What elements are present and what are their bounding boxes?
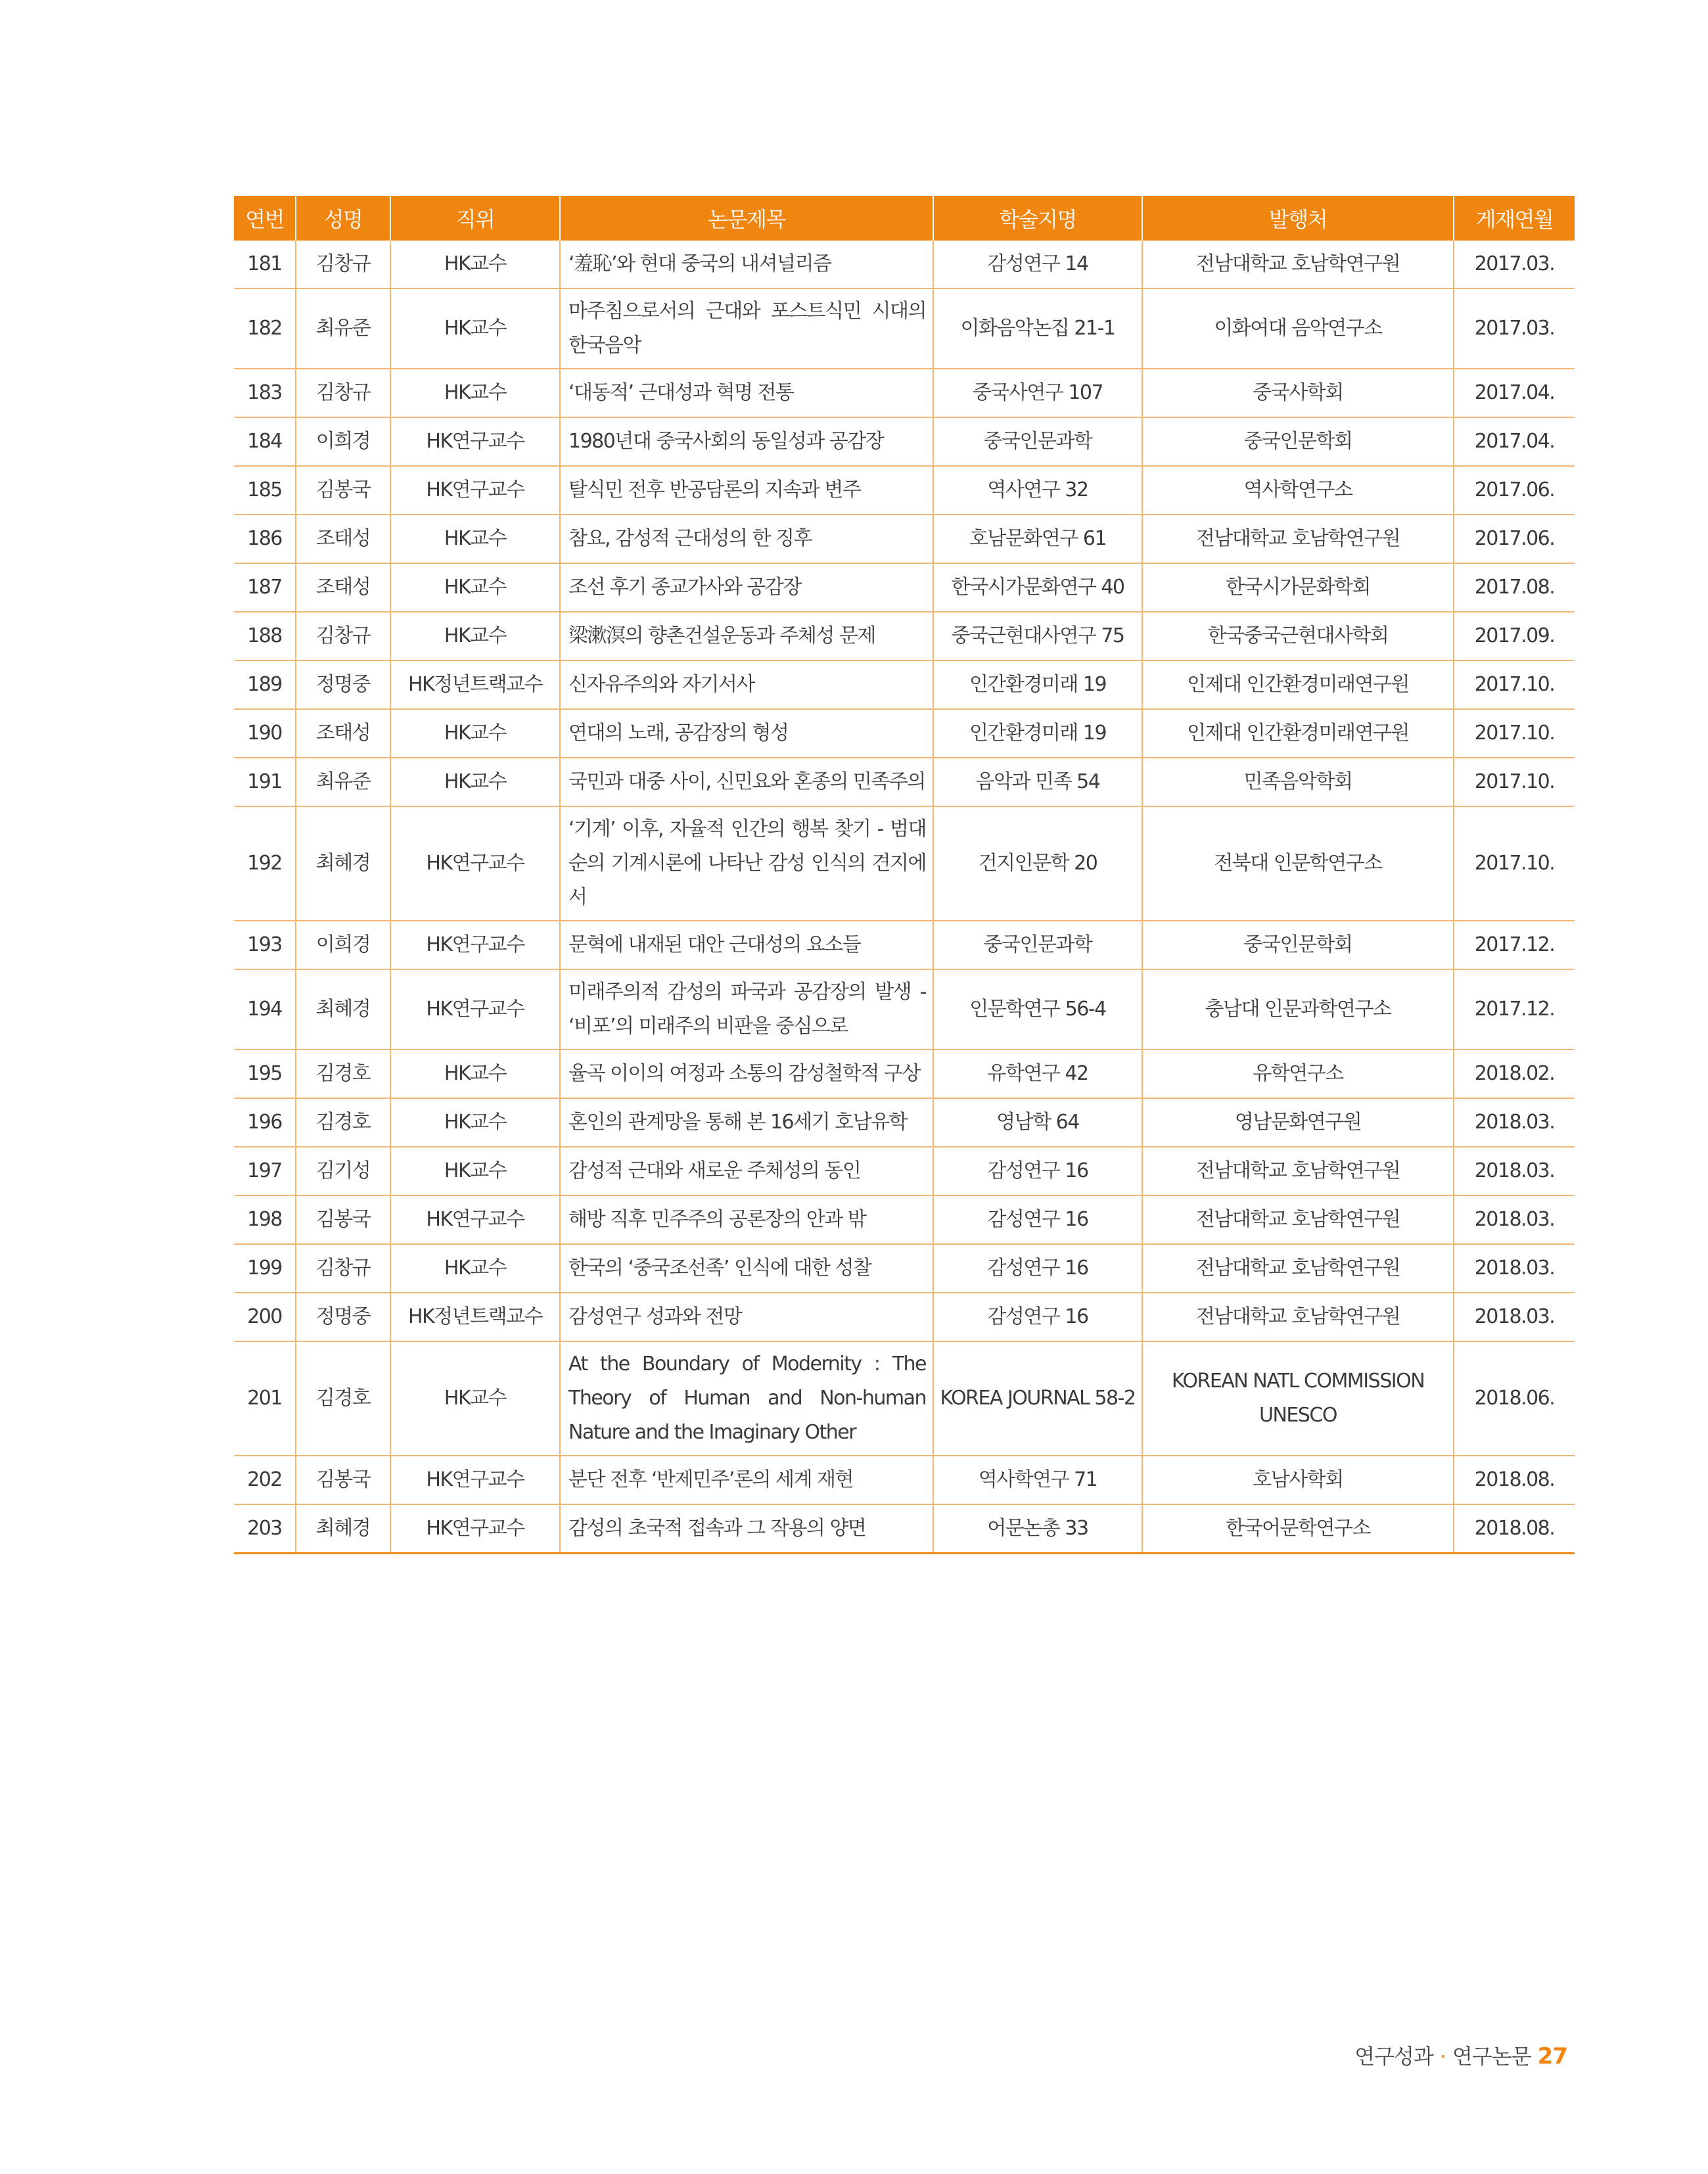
cell-paper-title: 탈식민 전후 반공담론의 지속과 변주: [560, 466, 933, 515]
cell-publisher: 전남대학교 호남학연구원: [1142, 1244, 1454, 1293]
cell-number: 183: [234, 369, 296, 417]
cell-position: HK교수: [390, 241, 560, 289]
cell-paper-title: 한국의 ‘중국조선족’ 인식에 대한 성찰: [560, 1244, 933, 1293]
cell-journal: 감성연구 14: [933, 241, 1142, 289]
cell-number: 199: [234, 1244, 296, 1293]
cell-paper-title: 1980년대 중국사회의 동일성과 공감장: [560, 417, 933, 466]
cell-author-name: 김창규: [296, 612, 390, 660]
cell-publish-date: 2017.10.: [1454, 806, 1575, 921]
table-row: [234, 612, 1575, 660]
cell-number: 193: [234, 921, 296, 969]
cell-author-name: 최유준: [296, 758, 390, 806]
cell-journal: 역사연구 32: [933, 466, 1142, 515]
cell-publisher: 인제대 인간환경미래연구원: [1142, 709, 1454, 758]
cell-position: HK교수: [390, 289, 560, 369]
cell-publish-date: 2017.04.: [1454, 417, 1575, 466]
cell-publisher: 영남문화연구원: [1142, 1098, 1454, 1147]
cell-paper-title: 문혁에 내재된 대안 근대성의 요소들: [560, 921, 933, 969]
cell-journal: 건지인문학 20: [933, 806, 1142, 921]
cell-number: 181: [234, 241, 296, 289]
cell-author-name: 이희경: [296, 921, 390, 969]
cell-journal: 중국사연구 107: [933, 369, 1142, 417]
cell-number: 196: [234, 1098, 296, 1147]
cell-paper-title: 신자유주의와 자기서사: [560, 660, 933, 709]
cell-author-name: 정명중: [296, 1293, 390, 1341]
header-row: [234, 196, 1575, 241]
cell-publisher: 전남대학교 호남학연구원: [1142, 241, 1454, 289]
table-body: [234, 241, 1575, 1554]
cell-paper-title: 감성의 초국적 접속과 그 작용의 양면: [560, 1504, 933, 1554]
cell-journal: 인간환경미래 19: [933, 709, 1142, 758]
cell-paper-title: 해방 직후 민주주의 공론장의 안과 밖: [560, 1195, 933, 1244]
table-row: [234, 921, 1575, 969]
cell-publisher: 역사학연구소: [1142, 466, 1454, 515]
cell-journal: 인간환경미래 19: [933, 660, 1142, 709]
cell-position: HK교수: [390, 563, 560, 612]
cell-number: 185: [234, 466, 296, 515]
cell-position: HK연구교수: [390, 1195, 560, 1244]
cell-paper-title: 미래주의적 감성의 파국과 공감장의 발생 - ‘비포’의 미래주의 비판을 중심으로: [560, 969, 933, 1050]
cell-author-name: 김기성: [296, 1147, 390, 1195]
cell-publisher: 전남대학교 호남학연구원: [1142, 1195, 1454, 1244]
paper-list-table-container: [234, 196, 1575, 1554]
cell-position: HK연구교수: [390, 466, 560, 515]
cell-journal: 감성연구 16: [933, 1244, 1142, 1293]
cell-author-name: 이희경: [296, 417, 390, 466]
cell-author-name: 김경호: [296, 1050, 390, 1098]
cell-paper-title: 율곡 이이의 여정과 소통의 감성철학적 구상: [560, 1050, 933, 1098]
table-row: [234, 806, 1575, 921]
cell-publisher: 중국사학회: [1142, 369, 1454, 417]
cell-number: 189: [234, 660, 296, 709]
cell-author-name: 김창규: [296, 241, 390, 289]
cell-publisher: 이화여대 음악연구소: [1142, 289, 1454, 369]
cell-publish-date: 2018.03.: [1454, 1147, 1575, 1195]
cell-author-name: 정명중: [296, 660, 390, 709]
cell-position: HK연구교수: [390, 417, 560, 466]
cell-journal: 중국인문과학: [933, 417, 1142, 466]
cell-number: 197: [234, 1147, 296, 1195]
cell-author-name: 최혜경: [296, 806, 390, 921]
cell-journal: 호남문화연구 61: [933, 515, 1142, 563]
table-row: [234, 758, 1575, 806]
column-header: 게재연월: [1454, 196, 1575, 241]
cell-author-name: 최유준: [296, 289, 390, 369]
cell-publisher: 중국인문학회: [1142, 417, 1454, 466]
cell-author-name: 김창규: [296, 1244, 390, 1293]
cell-publisher: 한국시가문화학회: [1142, 563, 1454, 612]
cell-author-name: 김봉국: [296, 1456, 390, 1504]
cell-number: 195: [234, 1050, 296, 1098]
cell-journal: 감성연구 16: [933, 1293, 1142, 1341]
cell-publish-date: 2018.08.: [1454, 1504, 1575, 1554]
cell-number: 182: [234, 289, 296, 369]
paper-list-table: [234, 196, 1575, 1554]
table-row: [234, 1341, 1575, 1456]
cell-number: 186: [234, 515, 296, 563]
cell-author-name: 김경호: [296, 1341, 390, 1456]
table-row: [234, 369, 1575, 417]
table-row: [234, 515, 1575, 563]
cell-journal: 인문학연구 56-4: [933, 969, 1142, 1050]
table-row: [234, 1456, 1575, 1504]
cell-publish-date: 2018.03.: [1454, 1195, 1575, 1244]
cell-publish-date: 2017.09.: [1454, 612, 1575, 660]
cell-publish-date: 2017.12.: [1454, 969, 1575, 1050]
cell-position: HK정년트랙교수: [390, 1293, 560, 1341]
table-header: [234, 196, 1575, 241]
cell-publish-date: 2018.03.: [1454, 1244, 1575, 1293]
cell-paper-title: 참요, 감성적 근대성의 한 징후: [560, 515, 933, 563]
cell-publisher: 전남대학교 호남학연구원: [1142, 1147, 1454, 1195]
cell-number: 194: [234, 969, 296, 1050]
cell-number: 191: [234, 758, 296, 806]
cell-position: HK연구교수: [390, 806, 560, 921]
column-header: 직위: [390, 196, 560, 241]
table-row: [234, 1293, 1575, 1341]
cell-publish-date: 2018.06.: [1454, 1341, 1575, 1456]
cell-paper-title: 분단 전후 ‘반제민주’론의 세계 재현: [560, 1456, 933, 1504]
cell-author-name: 조태성: [296, 709, 390, 758]
table-row: [234, 466, 1575, 515]
cell-publish-date: 2017.10.: [1454, 660, 1575, 709]
cell-position: HK연구교수: [390, 969, 560, 1050]
cell-journal: KOREA JOURNAL 58-2: [933, 1341, 1142, 1456]
page-number: 27: [1537, 2043, 1567, 2070]
cell-publisher: 충남대 인문과학연구소: [1142, 969, 1454, 1050]
cell-publish-date: 2018.03.: [1454, 1293, 1575, 1341]
cell-journal: 역사학연구 71: [933, 1456, 1142, 1504]
cell-publish-date: 2017.06.: [1454, 515, 1575, 563]
cell-position: HK교수: [390, 369, 560, 417]
column-header: 연번: [234, 196, 296, 241]
table-row: [234, 1504, 1575, 1554]
cell-publish-date: 2017.03.: [1454, 289, 1575, 369]
cell-publish-date: 2018.02.: [1454, 1050, 1575, 1098]
cell-journal: 음악과 민족 54: [933, 758, 1142, 806]
table-row: [234, 1244, 1575, 1293]
cell-journal: 중국인문과학: [933, 921, 1142, 969]
cell-journal: 감성연구 16: [933, 1147, 1142, 1195]
table-row: [234, 1098, 1575, 1147]
cell-number: 198: [234, 1195, 296, 1244]
cell-position: HK연구교수: [390, 1504, 560, 1554]
cell-publisher: 전북대 인문학연구소: [1142, 806, 1454, 921]
cell-paper-title: At the Boundary of Modernity : The Theory of Human and Non-human Nature and the Imaginary Other: [560, 1341, 933, 1456]
cell-publish-date: 2017.10.: [1454, 709, 1575, 758]
cell-journal: 유학연구 42: [933, 1050, 1142, 1098]
cell-paper-title: 연대의 노래, 공감장의 형성: [560, 709, 933, 758]
cell-position: HK교수: [390, 709, 560, 758]
cell-author-name: 조태성: [296, 563, 390, 612]
cell-paper-title: 梁漱溟의 향촌건설운동과 주체성 문제: [560, 612, 933, 660]
cell-paper-title: 혼인의 관계망을 통해 본 16세기 호남유학: [560, 1098, 933, 1147]
cell-number: 200: [234, 1293, 296, 1341]
footer-section: 연구성과: [1354, 2044, 1433, 2069]
cell-publisher: 호남사학회: [1142, 1456, 1454, 1504]
cell-position: HK교수: [390, 1147, 560, 1195]
cell-author-name: 최혜경: [296, 969, 390, 1050]
cell-publisher: 한국어문학연구소: [1142, 1504, 1454, 1554]
cell-author-name: 김봉국: [296, 1195, 390, 1244]
cell-journal: 한국시가문화연구 40: [933, 563, 1142, 612]
cell-paper-title: ‘羞恥’와 현대 중국의 내셔널리즘: [560, 241, 933, 289]
cell-publish-date: 2017.12.: [1454, 921, 1575, 969]
cell-publisher: 한국중국근현대사학회: [1142, 612, 1454, 660]
cell-paper-title: ‘기계’ 이후, 자율적 인간의 행복 찾기 - 범대순의 기계시론에 나타난 감성 인식의 견지에서: [560, 806, 933, 921]
cell-publish-date: 2017.04.: [1454, 369, 1575, 417]
page-footer: [1354, 2040, 1567, 2070]
table-row: [234, 709, 1575, 758]
cell-position: HK교수: [390, 1341, 560, 1456]
cell-author-name: 김경호: [296, 1098, 390, 1147]
cell-publisher: 유학연구소: [1142, 1050, 1454, 1098]
column-header: 논문제목: [560, 196, 933, 241]
table-row: [234, 660, 1575, 709]
cell-paper-title: 감성적 근대와 새로운 주체성의 동인: [560, 1147, 933, 1195]
cell-paper-title: 마주침으로서의 근대와 포스트식민 시대의 한국음악: [560, 289, 933, 369]
cell-number: 192: [234, 806, 296, 921]
cell-position: HK교수: [390, 1244, 560, 1293]
footer-subsection: 연구논문: [1452, 2044, 1531, 2069]
cell-position: HK교수: [390, 515, 560, 563]
cell-position: HK교수: [390, 1098, 560, 1147]
cell-position: HK교수: [390, 612, 560, 660]
cell-journal: 중국근현대사연구 75: [933, 612, 1142, 660]
cell-publish-date: 2018.03.: [1454, 1098, 1575, 1147]
cell-journal: 감성연구 16: [933, 1195, 1142, 1244]
cell-publish-date: 2017.03.: [1454, 241, 1575, 289]
footer-separator: ·: [1439, 2044, 1446, 2069]
cell-publish-date: 2017.06.: [1454, 466, 1575, 515]
cell-position: HK정년트랙교수: [390, 660, 560, 709]
table-row: [234, 289, 1575, 369]
cell-publisher: 인제대 인간환경미래연구원: [1142, 660, 1454, 709]
cell-publisher: 중국인문학회: [1142, 921, 1454, 969]
cell-position: HK교수: [390, 1050, 560, 1098]
cell-paper-title: ‘대동적’ 근대성과 혁명 전통: [560, 369, 933, 417]
table-row: [234, 969, 1575, 1050]
cell-publish-date: 2018.08.: [1454, 1456, 1575, 1504]
table-row: [234, 241, 1575, 289]
cell-author-name: 김봉국: [296, 466, 390, 515]
cell-number: 203: [234, 1504, 296, 1554]
cell-author-name: 최혜경: [296, 1504, 390, 1554]
table-row: [234, 1050, 1575, 1098]
column-header: 성명: [296, 196, 390, 241]
cell-number: 202: [234, 1456, 296, 1504]
cell-position: HK교수: [390, 758, 560, 806]
table-row: [234, 1147, 1575, 1195]
cell-number: 184: [234, 417, 296, 466]
cell-publish-date: 2017.10.: [1454, 758, 1575, 806]
table-row: [234, 563, 1575, 612]
cell-number: 190: [234, 709, 296, 758]
cell-journal: 영남학 64: [933, 1098, 1142, 1147]
cell-author-name: 조태성: [296, 515, 390, 563]
cell-number: 187: [234, 563, 296, 612]
cell-paper-title: 국민과 대중 사이, 신민요와 혼종의 민족주의: [560, 758, 933, 806]
cell-publisher: 전남대학교 호남학연구원: [1142, 1293, 1454, 1341]
cell-position: HK연구교수: [390, 1456, 560, 1504]
table-row: [234, 1195, 1575, 1244]
column-header: 발행처: [1142, 196, 1454, 241]
cell-publisher: 민족음악학회: [1142, 758, 1454, 806]
cell-paper-title: 감성연구 성과와 전망: [560, 1293, 933, 1341]
cell-author-name: 김창규: [296, 369, 390, 417]
cell-publisher: 전남대학교 호남학연구원: [1142, 515, 1454, 563]
table-row: [234, 417, 1575, 466]
cell-publisher: KOREAN NATL COMMISSION UNESCO: [1142, 1341, 1454, 1456]
cell-publish-date: 2017.08.: [1454, 563, 1575, 612]
cell-journal: 어문논총 33: [933, 1504, 1142, 1554]
cell-number: 188: [234, 612, 296, 660]
column-header: 학술지명: [933, 196, 1142, 241]
cell-journal: 이화음악논집 21-1: [933, 289, 1142, 369]
cell-paper-title: 조선 후기 종교가사와 공감장: [560, 563, 933, 612]
cell-position: HK연구교수: [390, 921, 560, 969]
cell-number: 201: [234, 1341, 296, 1456]
